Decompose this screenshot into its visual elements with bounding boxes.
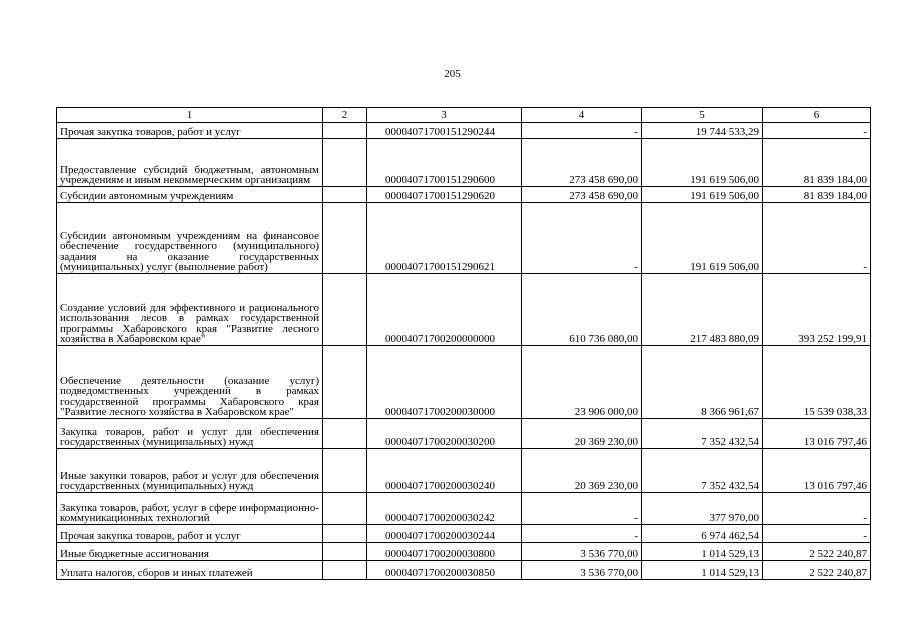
table-row bbox=[57, 419, 871, 449]
row-value-6: 2 522 240,87 bbox=[763, 561, 871, 580]
row-name: Обеспечение деятельности (оказание услуг) подведомственных учреждений в рамках государственной программы Хабаровского края "Развитие лесного хозяйства в Хабаровском крае" bbox=[57, 346, 323, 419]
row-col2 bbox=[323, 274, 367, 346]
row-name: Иные бюджетные ассигнования bbox=[57, 543, 323, 561]
header-col-1: 1 bbox=[57, 108, 323, 123]
row-value-4: - bbox=[522, 203, 642, 274]
row-value-6: 81 839 184,00 bbox=[763, 187, 871, 203]
row-name: Прочая закупка товаров, работ и услуг bbox=[57, 123, 323, 139]
row-value-6: - bbox=[763, 123, 871, 139]
row-value-6: 13 016 797,46 bbox=[763, 449, 871, 493]
row-value-4: 23 906 000,00 bbox=[522, 346, 642, 419]
table-row bbox=[57, 525, 871, 543]
row-value-5: 191 619 506,00 bbox=[642, 187, 763, 203]
row-name: Закупка товаров, работ и услуг для обеспечения государственных (муниципальных) нужд bbox=[57, 419, 323, 449]
row-name: Прочая закупка товаров, работ и услуг bbox=[57, 525, 323, 543]
table-header-row bbox=[57, 108, 871, 123]
row-value-5: 1 014 529,13 bbox=[642, 543, 763, 561]
row-value-6: 393 252 199,91 bbox=[763, 274, 871, 346]
row-value-6: 15 539 038,33 bbox=[763, 346, 871, 419]
row-value-4: - bbox=[522, 525, 642, 543]
row-code: 00004071700151290600 bbox=[367, 139, 522, 187]
row-code: 00004071700200030242 bbox=[367, 493, 522, 525]
row-value-6: - bbox=[763, 525, 871, 543]
row-value-5: 8 366 961,67 bbox=[642, 346, 763, 419]
row-name: Иные закупки товаров, работ и услуг для обеспечения государственных (муниципальных) нужд bbox=[57, 449, 323, 493]
row-value-4: 20 369 230,00 bbox=[522, 449, 642, 493]
row-code: 00004071700151290244 bbox=[367, 123, 522, 139]
row-value-5: 191 619 506,00 bbox=[642, 139, 763, 187]
row-value-4: 3 536 770,00 bbox=[522, 543, 642, 561]
row-value-4: 273 458 690,00 bbox=[522, 187, 642, 203]
row-value-4: - bbox=[522, 493, 642, 525]
row-value-5: 191 619 506,00 bbox=[642, 203, 763, 274]
row-code: 00004071700200030244 bbox=[367, 525, 522, 543]
row-value-4: 20 369 230,00 bbox=[522, 419, 642, 449]
row-code: 00004071700151290620 bbox=[367, 187, 522, 203]
table-row bbox=[57, 187, 871, 203]
row-col2 bbox=[323, 123, 367, 139]
row-name: Закупка товаров, работ, услуг в сфере информационно-коммуникационных технологий bbox=[57, 493, 323, 525]
row-name: Уплата налогов, сборов и иных платежей bbox=[57, 561, 323, 580]
table-row bbox=[57, 123, 871, 139]
row-col2 bbox=[323, 187, 367, 203]
row-code: 00004071700200030000 bbox=[367, 346, 522, 419]
row-value-6: 13 016 797,46 bbox=[763, 419, 871, 449]
row-value-6: - bbox=[763, 493, 871, 525]
header-col-6: 6 bbox=[763, 108, 871, 123]
row-value-5: 6 974 462,54 bbox=[642, 525, 763, 543]
row-value-5: 7 352 432,54 bbox=[642, 449, 763, 493]
row-value-6: - bbox=[763, 203, 871, 274]
page-number: 205 bbox=[444, 68, 461, 80]
row-value-6: 81 839 184,00 bbox=[763, 139, 871, 187]
row-name: Субсидии автономным учреждениям на финансовое обеспечение государственного (муниципального) задания на оказание государственных (муниципальных) услуг (выполнение работ) bbox=[57, 203, 323, 274]
row-col2 bbox=[323, 139, 367, 187]
table-row bbox=[57, 203, 871, 274]
row-value-5: 19 744 533,29 bbox=[642, 123, 763, 139]
row-code: 00004071700200030200 bbox=[367, 419, 522, 449]
row-col2 bbox=[323, 525, 367, 543]
row-value-5: 1 014 529,13 bbox=[642, 561, 763, 580]
table-row bbox=[57, 139, 871, 187]
table-row bbox=[57, 449, 871, 493]
row-value-5: 377 970,00 bbox=[642, 493, 763, 525]
row-name: Создание условий для эффективного и рационального использования лесов в рамках государственной программы Хабаровского края "Развитие лесного хозяйства в Хабаровском крае" bbox=[57, 274, 323, 346]
row-name: Предоставление субсидий бюджетным, автономным учреждениям и иным некоммерческим организациям bbox=[57, 139, 323, 187]
table-row bbox=[57, 346, 871, 419]
row-value-6: 2 522 240,87 bbox=[763, 543, 871, 561]
row-code: 00004071700151290621 bbox=[367, 203, 522, 274]
table-row bbox=[57, 274, 871, 346]
budget-table bbox=[56, 107, 871, 580]
table-row bbox=[57, 493, 871, 525]
row-code: 00004071700200030240 bbox=[367, 449, 522, 493]
row-value-4: 3 536 770,00 bbox=[522, 561, 642, 580]
row-code: 00004071700200030800 bbox=[367, 543, 522, 561]
row-value-4: - bbox=[522, 123, 642, 139]
row-col2 bbox=[323, 449, 367, 493]
header-col-5: 5 bbox=[642, 108, 763, 123]
row-code: 00004071700200030850 bbox=[367, 561, 522, 580]
row-code: 00004071700200000000 bbox=[367, 274, 522, 346]
row-col2 bbox=[323, 346, 367, 419]
row-value-5: 7 352 432,54 bbox=[642, 419, 763, 449]
table-row bbox=[57, 561, 871, 580]
row-value-5: 217 483 880,09 bbox=[642, 274, 763, 346]
row-col2 bbox=[323, 493, 367, 525]
header-col-4: 4 bbox=[522, 108, 642, 123]
row-col2 bbox=[323, 419, 367, 449]
table-row bbox=[57, 543, 871, 561]
row-col2 bbox=[323, 561, 367, 580]
row-value-4: 273 458 690,00 bbox=[522, 139, 642, 187]
header-col-3: 3 bbox=[367, 108, 522, 123]
row-col2 bbox=[323, 543, 367, 561]
row-col2 bbox=[323, 203, 367, 274]
header-col-2: 2 bbox=[323, 108, 367, 123]
row-name: Субсидии автономным учреждениям bbox=[57, 187, 323, 203]
row-value-4: 610 736 080,00 bbox=[522, 274, 642, 346]
